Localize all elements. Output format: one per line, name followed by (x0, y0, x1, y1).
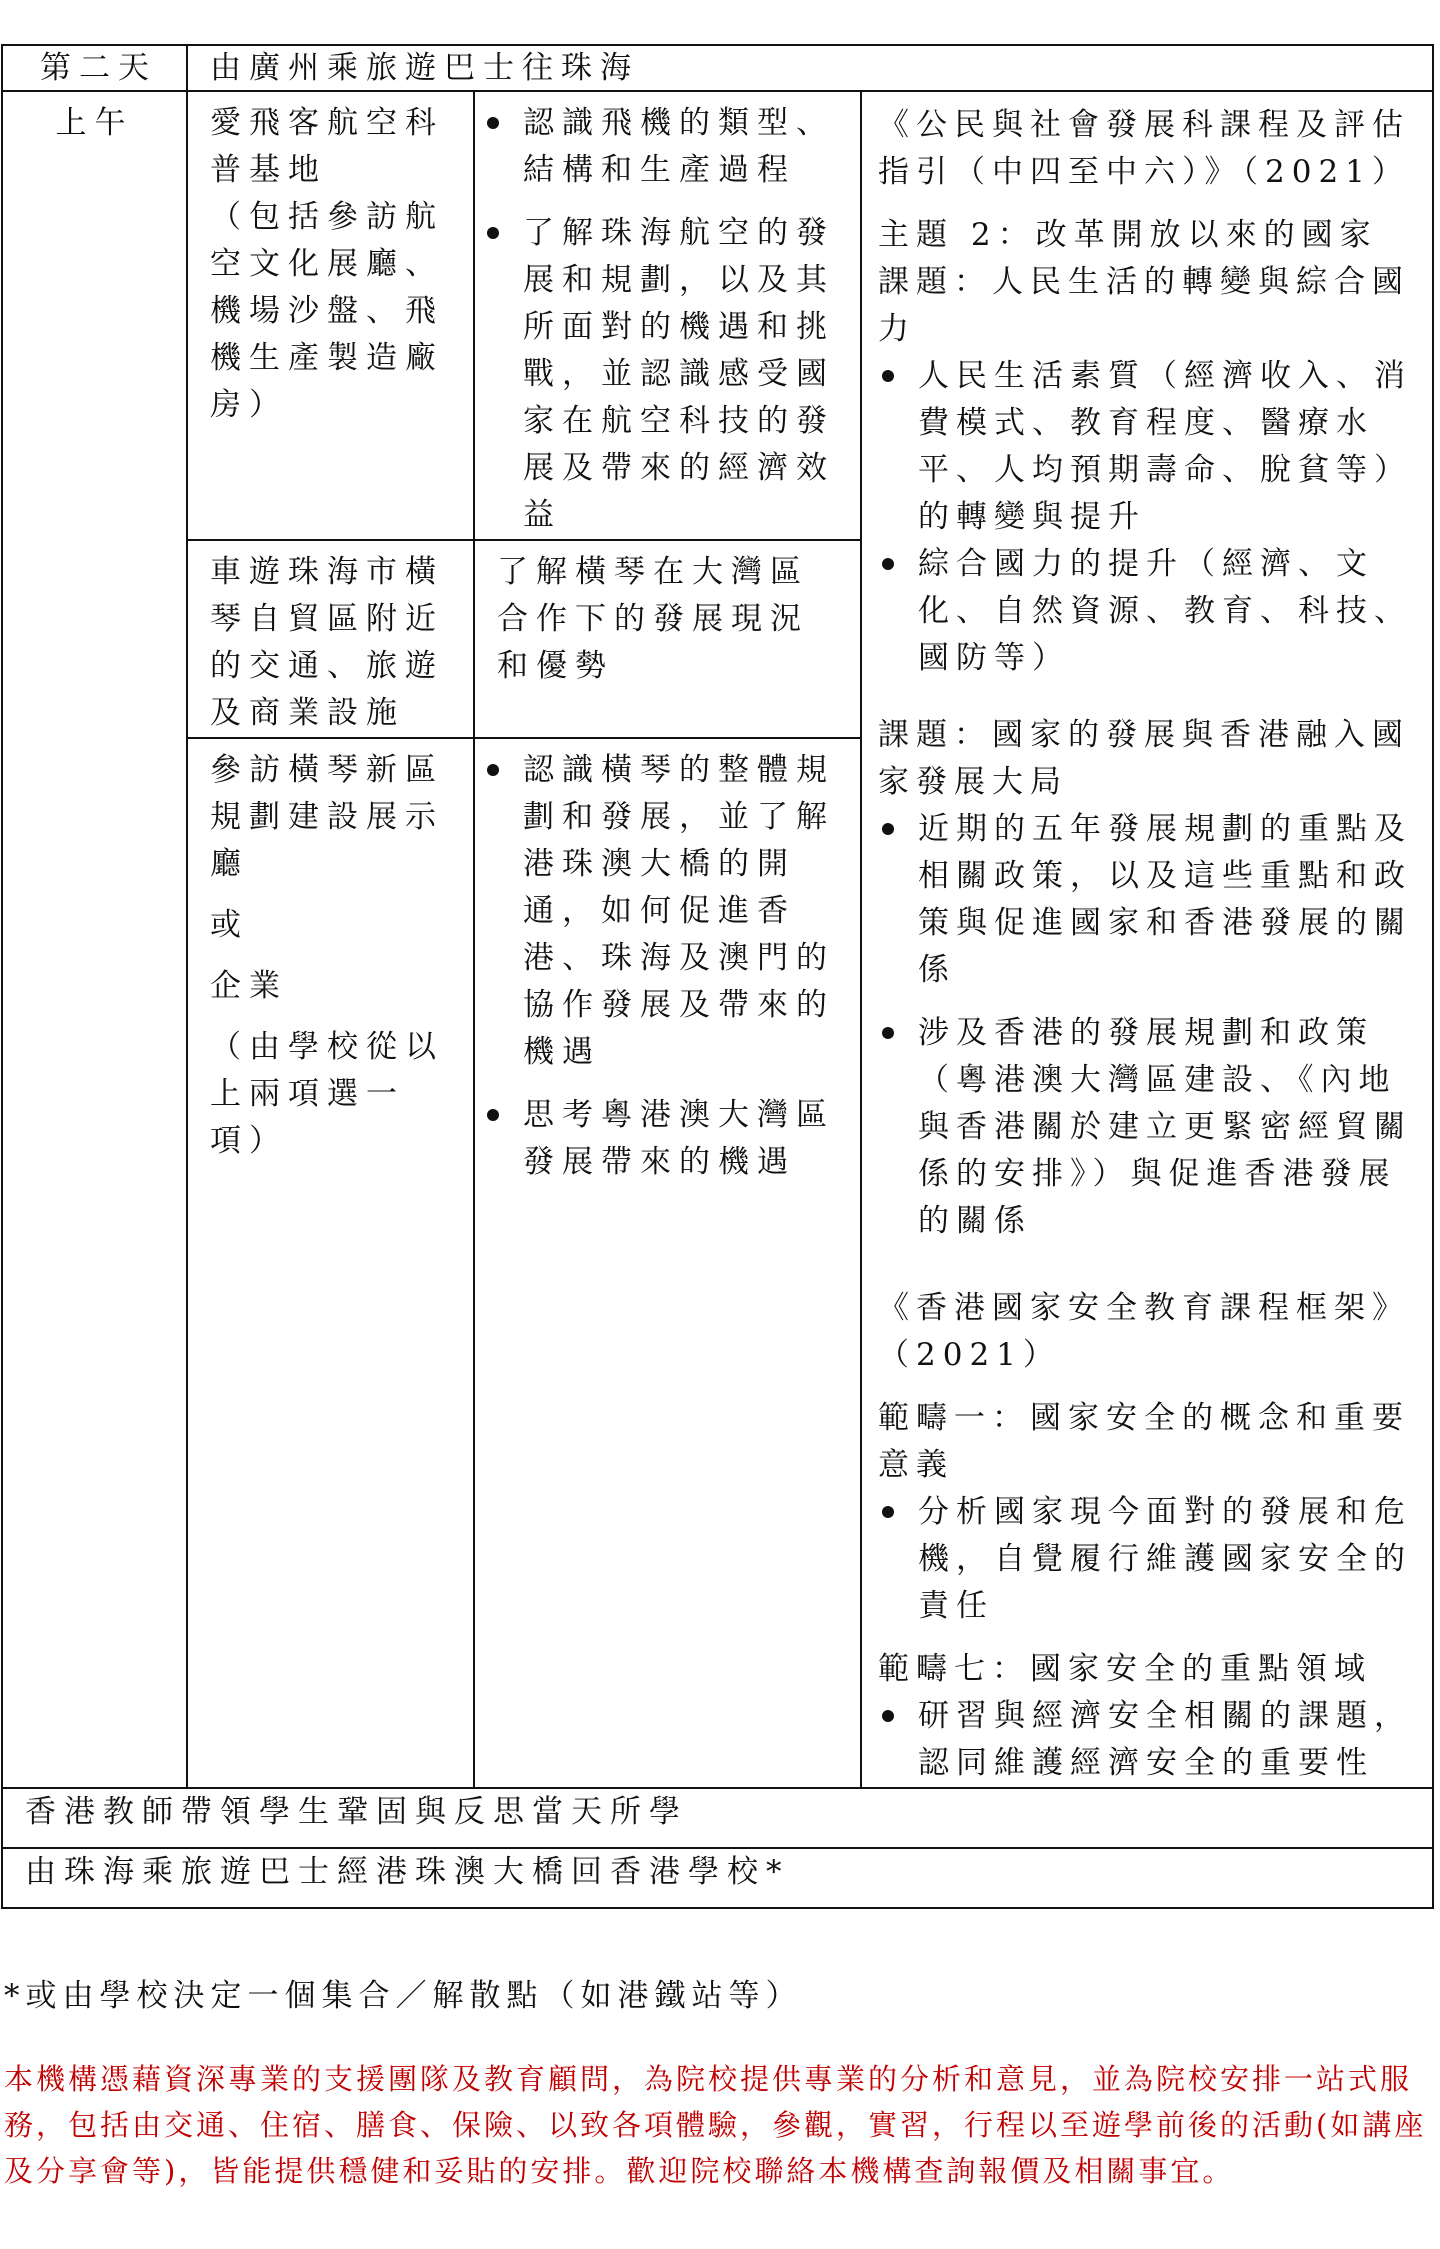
venue-alt: 企業 (210, 968, 288, 1004)
curriculum-doc-title: 《公民與社會發展科課程及評估指引（中四至中六）》（2021） (878, 107, 1410, 190)
venue-or: 或 (210, 907, 249, 943)
curriculum-topic: 課題：人民生活的轉變與綜合國力 (878, 264, 1410, 347)
objective-text: 了解橫琴在大灣區合作下的發展現況和優勢 (497, 554, 809, 684)
curriculum-topic: 課題：國家的發展與香港融入國家發展大局 (878, 717, 1410, 800)
return-text: 由珠海乘旅遊巴士經港珠澳大橋回香港學校* (2, 1848, 1433, 1908)
nse-scope: 範疇一：國家安全的概念和重要意義 (878, 1400, 1410, 1483)
morning-label: 上午 (2, 91, 187, 1788)
curriculum-theme: 主題 2：改革開放以來的國家 (878, 217, 1378, 253)
reflection-row (2, 1788, 1433, 1848)
venue-cell-1 (187, 91, 474, 540)
objective-item: 思考粵港澳大灣區發展帶來的機遇 (483, 1092, 842, 1186)
objectives-cell-3 (474, 738, 861, 1788)
objective-item: 認識飛機的類型、結構和生產過程 (483, 100, 842, 194)
activity-row-1 (2, 91, 1433, 540)
footnote: *或由學校決定一個集合／解散點（如港鐵站等） (4, 1978, 803, 2014)
day-header-row (2, 45, 1433, 91)
return-row (2, 1848, 1433, 1908)
venue-detail: （包括參訪航空文化展廳、機場沙盤、飛機生產製造廠房） (210, 199, 444, 423)
curriculum-point: 涉及香港的發展規劃和政策（粵港澳大灣區建設、《內地與香港關於建立更緊密經貿關係的安排》）與促進香港發展的關係 (878, 1010, 1418, 1245)
objectives-cell-2 (474, 540, 861, 738)
curriculum-point: 綜合國力的提升（經濟、文化、自然資源、教育、科技、國防等） (878, 541, 1418, 682)
itinerary-table (1, 44, 1434, 1909)
venue-note: （由學校從以上兩項選一項） (210, 1029, 444, 1159)
curriculum-cell (861, 91, 1433, 1788)
venue-cell-3 (187, 738, 474, 1788)
nse-doc-title: 《香港國家安全教育課程框架》（2021） (878, 1290, 1410, 1373)
objective-item: 認識橫琴的整體規劃和發展，並了解港珠澳大橋的開通，如何促進香港、珠海及澳門的協作發展及帶來的機遇 (483, 747, 842, 1076)
nse-point: 分析國家現今面對的發展和危機，自覺履行維護國家安全的責任 (878, 1489, 1418, 1630)
venue-name: 愛飛客航空科普基地 (210, 105, 444, 188)
venue-cell-2 (187, 540, 474, 738)
venue-name: 車遊珠海市橫琴自貿區附近的交通、旅遊及商業設施 (210, 554, 444, 731)
nse-scope: 範疇七：國家安全的重點領域 (878, 1651, 1372, 1687)
day-route: 由廣州乘旅遊巴士往珠海 (187, 45, 1433, 91)
promo-paragraph: 本機構憑藉資深專業的支援團隊及教育顧問，為院校提供專業的分析和意見，並為院校安排一站式服務，包括由交通、住宿、膳食、保險、以致各項體驗，參觀，實習，行程以至遊學前後的活動(如講座及分享會等)，皆能提供穩健和妥貼的安排。歡迎院校聯絡本機構查詢報價及相關事宜。 (4, 2062, 1427, 2188)
venue-name: 參訪橫琴新區規劃建設展示廳 (210, 752, 444, 882)
objectives-cell-1 (474, 91, 861, 540)
nse-point: 研習與經濟安全相關的課題，認同維護經濟安全的重要性 (878, 1693, 1418, 1787)
day-label: 第二天 (2, 45, 187, 91)
reflection-text: 香港教師帶領學生鞏固與反思當天所學 (2, 1788, 1433, 1848)
curriculum-point: 人民生活素質（經濟收入、消費模式、教育程度、醫療水平、人均預期壽命、脫貧等）的轉變與提升 (878, 353, 1418, 541)
curriculum-point: 近期的五年發展規劃的重點及相關政策，以及這些重點和政策與促進國家和香港發展的關係 (878, 806, 1418, 994)
objective-item: 了解珠海航空的發展和規劃，以及其所面對的機遇和挑戰，並認識感受國家在航空科技的發展及帶來的經濟效益 (483, 210, 842, 539)
